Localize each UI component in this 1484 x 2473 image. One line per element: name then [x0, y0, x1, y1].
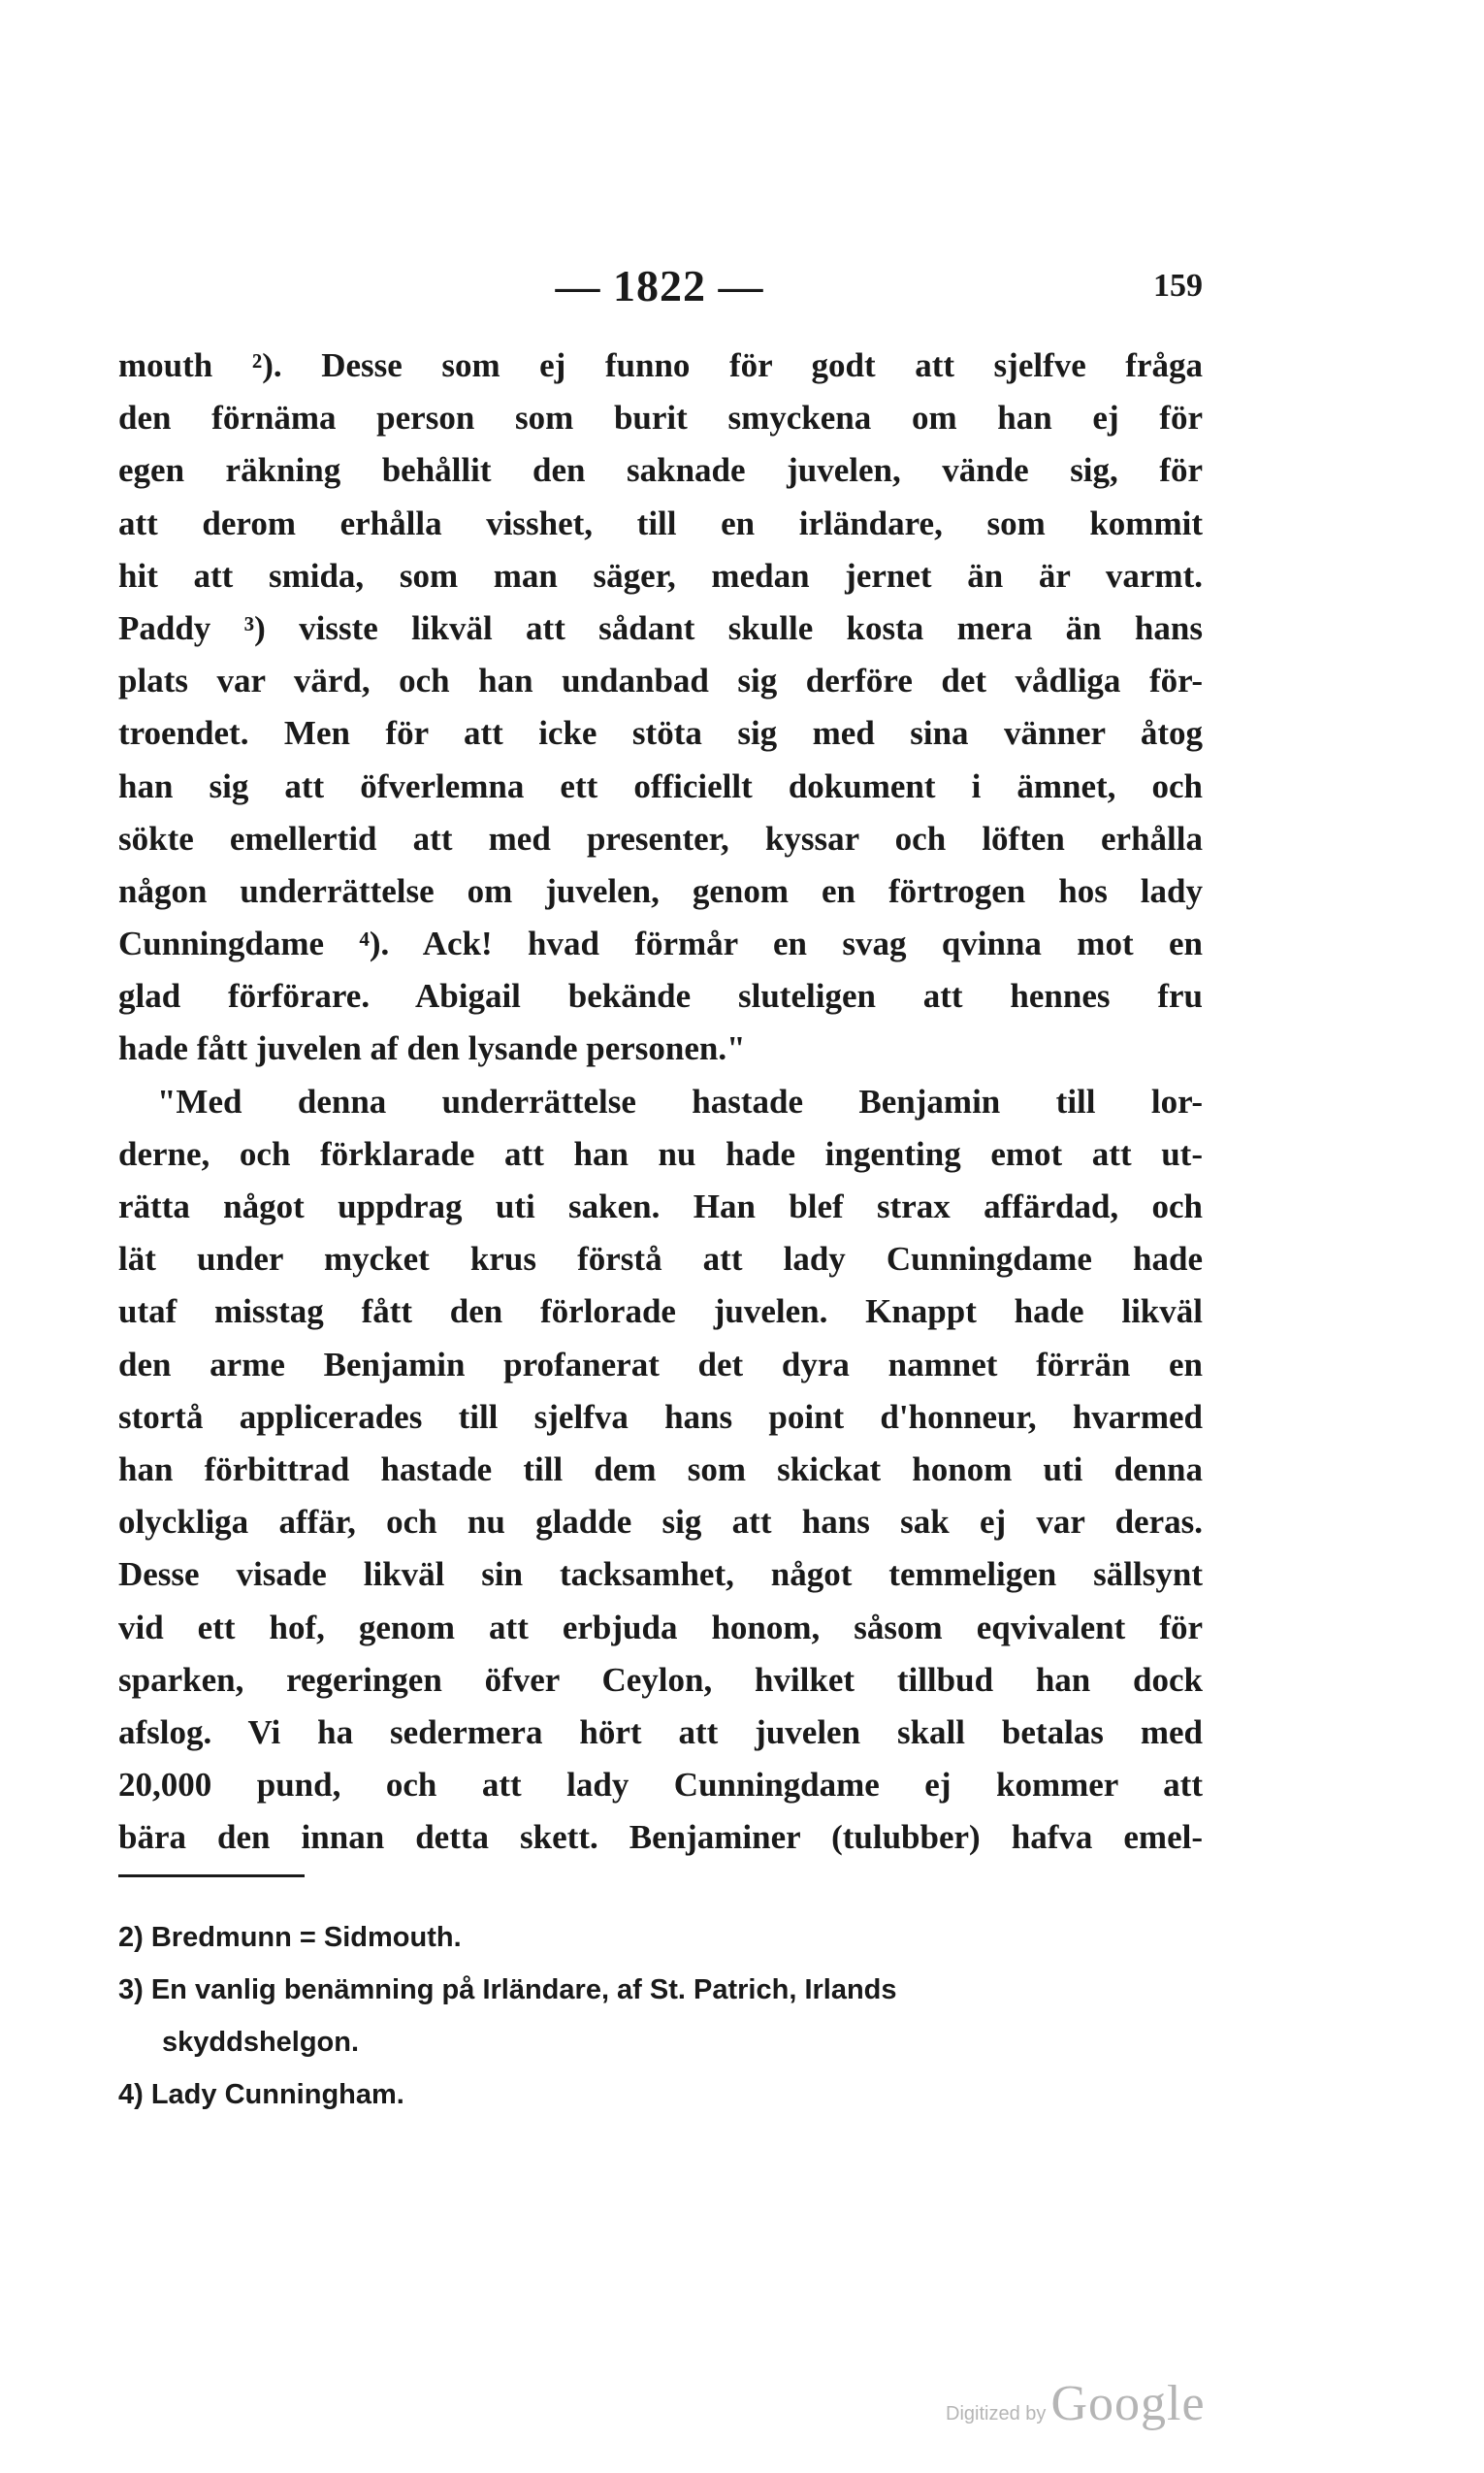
body-line: utaf misstag fått den förlorade juvelen. Knappt hade likväl [118, 1292, 1203, 1331]
body-line: att derom erhålla visshet, till en irländare, som kommit [118, 504, 1203, 542]
digitized-by-google-watermark [946, 2375, 1256, 2431]
body-line: derne, och förklarade att han nu hade ingenting emot att ut- [118, 1134, 1203, 1173]
footnote: 2) Bredmunn = Sidmouth. [118, 1922, 462, 1953]
body-line: olyckliga affär, och nu gladde sig att hans sak ej var deras. [118, 1503, 1203, 1542]
body-text [118, 340, 1203, 1864]
footnote-divider [118, 1874, 305, 1877]
body-line: stortå applicerades till sjelfva hans point d'honneur, hvarmed [118, 1397, 1203, 1436]
body-line: egen räkning behållit den saknade juvelen, vände sig, för [118, 451, 1203, 490]
page-number: 159 [1153, 268, 1203, 304]
body-line: troendet. Men för att icke stöta sig med sina vänner åtog [118, 714, 1203, 753]
body-line: sparken, regeringen öfver Ceylon, hvilket tillbud han dock [118, 1660, 1203, 1699]
body-line: bära den innan detta skett. Benjaminer (tulubber) hafva emel- [118, 1818, 1203, 1857]
body-line: rätta något uppdrag uti saken. Han blef strax affärdad, och [118, 1188, 1203, 1225]
body-line: afslog. Vi ha sedermera hört att juvelen skall betalas med [118, 1712, 1203, 1751]
watermark-prefix: Digitized by [946, 2403, 1047, 2424]
watermark-brand: Google [1050, 2376, 1206, 2431]
footnote-continuation: skyddshelgon. [162, 2027, 360, 2058]
body-line: Desse visade likväl sin tacksamhet, något temmeligen sällsynt [118, 1555, 1203, 1594]
body-line: den arme Benjamin profanerat det dyra namnet förrän en [118, 1345, 1203, 1383]
body-line: mouth ²). Desse som ej funno för godt att sjelfve fråga [118, 346, 1203, 384]
footnote: 4) Lady Cunningham. [118, 2079, 404, 2110]
body-line: sökte emellertid att med presenter, kyssar och löften erhålla [118, 819, 1203, 858]
body-line: 20,000 pund, och att lady Cunningdame ej kommer att [118, 1766, 1203, 1805]
body-line: någon underrättelse om juvelen, genom en förtrogen hos lady [118, 871, 1203, 910]
footnotes [118, 1911, 1203, 2121]
body-line: den förnäma person som burit smyckena om han ej för [118, 399, 1203, 438]
body-line: hade fått juvelen af den lysande personen." [118, 1029, 746, 1068]
body-line: plats var värd, och han undanbad sig derföre det vådliga för- [118, 662, 1203, 700]
body-line: lät under mycket krus förstå att lady Cunningdame hade [118, 1240, 1203, 1279]
body-line: Paddy ³) visste likväl att sådant skulle kosta mera än hans [118, 608, 1203, 647]
body-line: glad förförare. Abigail bekände sluteligen att hennes fru [118, 977, 1203, 1016]
running-header-year: — 1822 — [555, 261, 764, 310]
body-line: hit att smida, som man säger, medan jernet än är varmt. [118, 556, 1203, 595]
footnote: 3) En vanlig benämning på Irländare, af St. Patrich, Irlands [118, 1974, 897, 2005]
body-line: "Med denna underrättelse hastade Benjamin till lor- [157, 1082, 1203, 1121]
body-line: vid ett hof, genom att erbjuda honom, såsom eqvivalent för [118, 1608, 1203, 1646]
body-line: han sig att öfverlemna ett officiellt dokument i ämnet, och [118, 766, 1203, 805]
body-line: han förbittrad hastade till dem som skickat honom uti denna [118, 1449, 1203, 1488]
body-line: Cunningdame ⁴). Ack! hvad förmår en svag qvinna mot en [118, 925, 1203, 963]
